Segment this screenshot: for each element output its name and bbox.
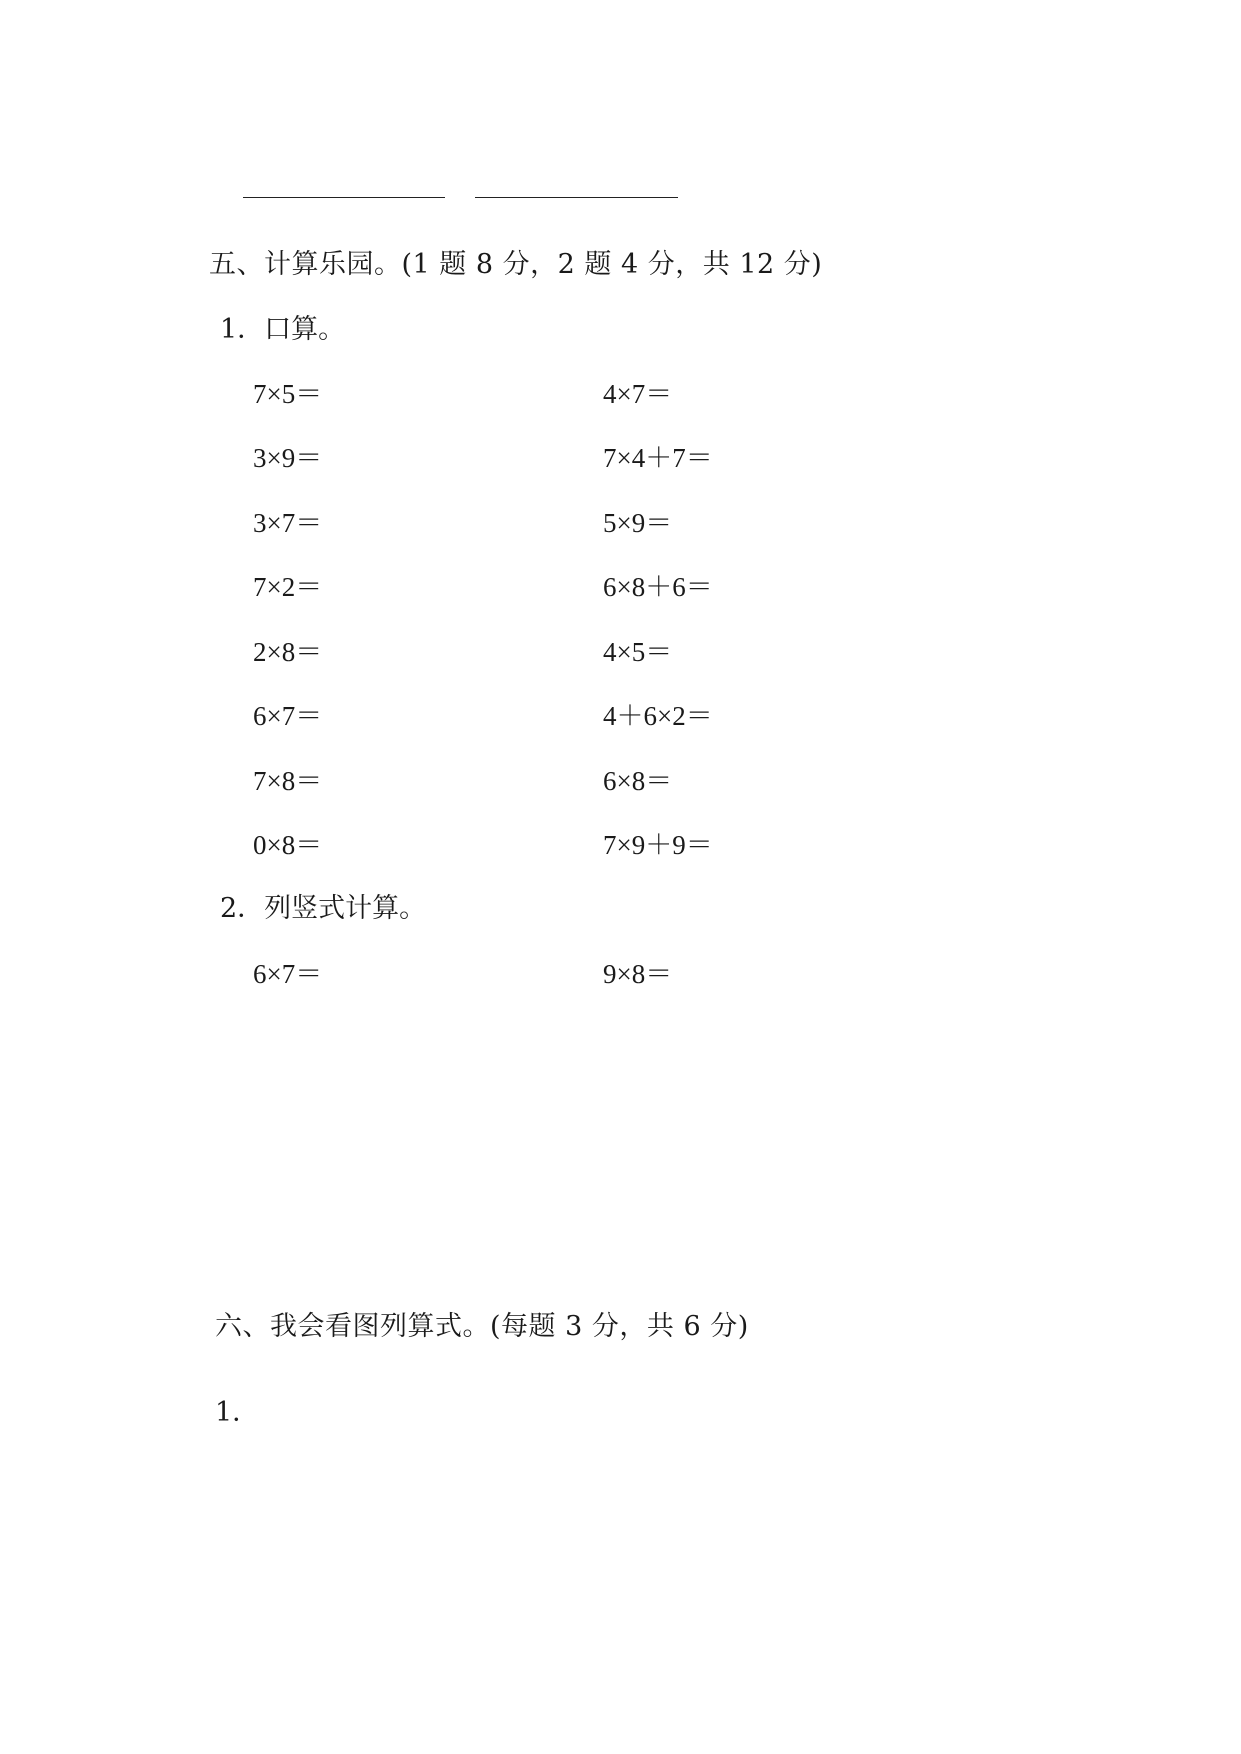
oral-calc-item: 2×8＝ bbox=[253, 637, 323, 667]
vertical-calc-item: 9×8＝ bbox=[603, 959, 673, 989]
oral-calc-item: 0×8＝ bbox=[253, 830, 323, 860]
oral-calc-item: 7×9＋9＝ bbox=[603, 830, 713, 860]
vertical-calc-row bbox=[0, 958, 1241, 990]
answer-blank-line bbox=[475, 197, 678, 198]
oral-calc-item: 5×9＝ bbox=[603, 508, 673, 538]
answer-blank-line bbox=[243, 197, 445, 198]
oral-calc-item: 3×7＝ bbox=[253, 508, 323, 538]
vertical-calc-item: 6×7＝ bbox=[253, 959, 323, 989]
oral-calc-item: 6×7＝ bbox=[253, 701, 323, 731]
oral-calc-item: 4×5＝ bbox=[603, 637, 673, 667]
section-5-part-1-label: 1．口算。 bbox=[220, 314, 346, 345]
section-6-item-1-label: 1． bbox=[215, 1397, 260, 1428]
oral-calc-item: 6×8＝ bbox=[603, 766, 673, 796]
section-5-part-2-label: 2．列竖式计算。 bbox=[220, 893, 427, 924]
oral-calc-row bbox=[0, 636, 1241, 668]
oral-calc-row bbox=[0, 378, 1241, 410]
oral-calc-row bbox=[0, 700, 1241, 732]
oral-calc-row bbox=[0, 829, 1241, 861]
section-6-heading: 六、我会看图列算式。(每题 3 分，共 6 分) bbox=[215, 1311, 749, 1342]
oral-calc-item: 4×7＝ bbox=[603, 379, 673, 409]
oral-calc-item: 7×4＋7＝ bbox=[603, 443, 713, 473]
oral-calc-item: 3×9＝ bbox=[253, 443, 323, 473]
oral-calc-item: 6×8＋6＝ bbox=[603, 572, 713, 602]
oral-calc-item: 7×2＝ bbox=[253, 572, 323, 602]
oral-calc-item: 4＋6×2＝ bbox=[603, 701, 713, 731]
oral-calc-row bbox=[0, 571, 1241, 603]
oral-calc-item: 7×5＝ bbox=[253, 379, 323, 409]
oral-calc-row bbox=[0, 442, 1241, 474]
oral-calc-item: 7×8＝ bbox=[253, 766, 323, 796]
oral-calc-row bbox=[0, 507, 1241, 539]
oral-calc-row bbox=[0, 765, 1241, 797]
section-5-heading: 五、计算乐园。(1 题 8 分，2 题 4 分，共 12 分) bbox=[209, 249, 823, 280]
